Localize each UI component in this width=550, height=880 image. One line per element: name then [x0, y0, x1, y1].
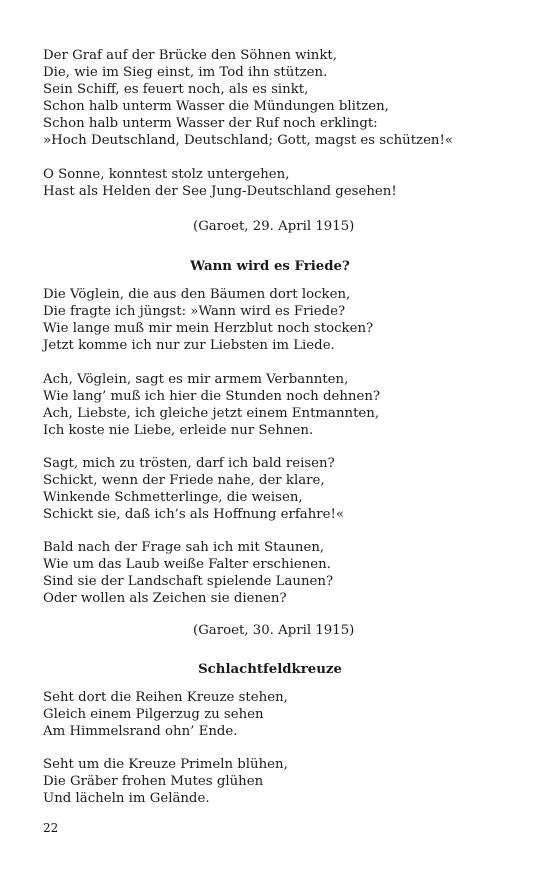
- poem-title-text: Wann wird es Friede?: [190, 259, 350, 274]
- poem-line: Schon halb unterm Wasser der Ruf noch erklingt:: [43, 116, 378, 131]
- dateline-text: (Garoet, 29. April 1915): [193, 219, 355, 234]
- poem-line: Wie um das Laub weiße Falter erschienen.: [43, 557, 331, 572]
- poem-line: Ach, Vöglein, sagt es mir armem Verbannten,: [43, 372, 349, 387]
- stanza-2: [43, 756, 513, 807]
- stanza-4: [43, 539, 513, 607]
- dateline-text: (Garoet, 30. April 1915): [193, 623, 355, 638]
- poem-line: Schon halb unterm Wasser die Mündungen blitzen,: [43, 99, 389, 114]
- poem-title: [100, 661, 440, 678]
- stanza-2: [43, 371, 513, 439]
- stanza-1: [43, 286, 513, 354]
- poem-line: Und lächeln im Gelände.: [43, 791, 210, 806]
- poem-line: Ich koste nie Liebe, erleide nur Sehnen.: [43, 423, 314, 438]
- stanza-sun: [43, 166, 513, 200]
- poem-line: Der Graf auf der Brücke den Söhnen winkt,: [43, 48, 337, 63]
- poem-line: O Sonne, konntest stolz untergehen,: [43, 167, 290, 182]
- poem-line: Seht um die Kreuze Primeln blühen,: [43, 757, 288, 772]
- poem-line: Oder wollen als Zeichen sie dienen?: [43, 591, 287, 606]
- poem-line: Sein Schiff, es feuert noch, als es sinkt,: [43, 82, 309, 97]
- poem-line: Die Vöglein, die aus den Bäumen dort locken,: [43, 287, 351, 302]
- dateline: [193, 622, 393, 639]
- poem-line: Am Himmelsrand ohn’ Ende.: [43, 724, 238, 739]
- poem-line: Winkende Schmetterlinge, die weisen,: [43, 490, 303, 505]
- poem-line: Gleich einem Pilgerzug zu sehen: [43, 707, 264, 722]
- poem-line: Ach, Liebste, ich gleiche jetzt einem Entmannten,: [43, 406, 380, 421]
- poem-line: Jetzt komme ich nur zur Liebsten im Liede.: [43, 338, 335, 353]
- poem-line: Sagt, mich zu trösten, darf ich bald reisen?: [43, 456, 335, 471]
- poem-line: Sind sie der Landschaft spielende Launen?: [43, 574, 334, 589]
- poem-line: Die fragte ich jüngst: »Wann wird es Friede?: [43, 304, 346, 319]
- poem-line: »Hoch Deutschland, Deutschland; Gott, magst es schützen!«: [43, 133, 453, 148]
- stanza-3: [43, 455, 513, 523]
- page-number: 22: [43, 821, 59, 835]
- poem-line: Wie lange muß mir mein Herzblut noch stocken?: [43, 321, 374, 336]
- poem-line: Seht dort die Reihen Kreuze stehen,: [43, 690, 288, 705]
- poem-line: Schickt sie, daß ich’s als Hoffnung erfahre!«: [43, 507, 344, 522]
- stanza-ship: [43, 47, 513, 149]
- poem-line: Die, wie im Sieg einst, im Tod ihn stützen.: [43, 65, 328, 80]
- dateline: [193, 218, 393, 235]
- poem-line: Hast als Helden der See Jung-Deutschland gesehen!: [43, 184, 397, 199]
- poem-line: Schickt, wenn der Friede nahe, der klare,: [43, 473, 325, 488]
- poem-title: [100, 258, 440, 275]
- poem-line: Die Gräber frohen Mutes glühen: [43, 774, 264, 789]
- poem-line: Wie lang’ muß ich hier die Stunden noch dehnen?: [43, 389, 381, 404]
- stanza-1: [43, 689, 513, 740]
- poem-line: Bald nach der Frage sah ich mit Staunen,: [43, 540, 325, 555]
- poem-title-text: Schlachtfeldkreuze: [198, 662, 342, 677]
